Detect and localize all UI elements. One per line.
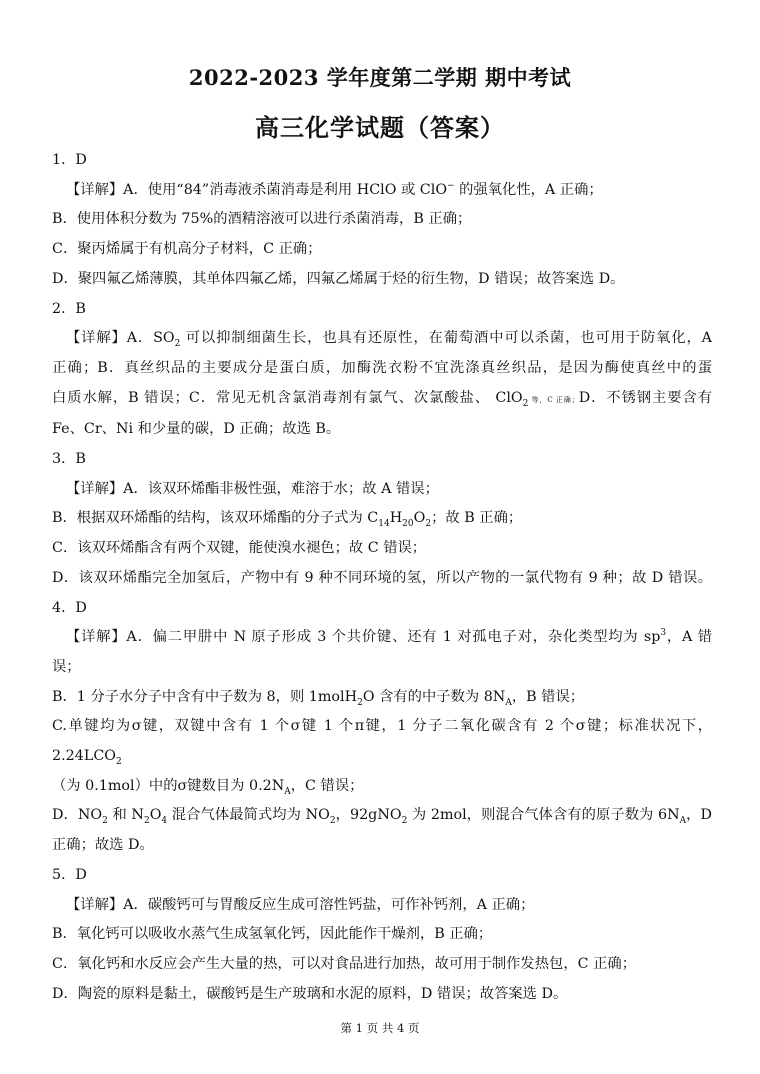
question-4-line-6: D．$NO_2$ 和 $N_2O_4$ 混合气体最简式均为 $NO_2$，92gNO$_2$ 为 2mol，则混合气体含有的原子数为 $6N_A$，D <box>52 807 713 827</box>
question-2-line-3: 白质水解，B 错误；C．常见无机含氯消毒剂有氯气、次氯酸盐、 ClO$_2$ 等，C 正确；D．不锈钢主要含有 <box>52 389 712 409</box>
exam-title: 2022-2023 学年度第二学期 期中考试 <box>188 65 572 90</box>
question-1-line-4: D．聚四氟乙烯薄膜，其单体四氟乙烯，四氟乙烯属于烃的衍生物，D 错误；故答案选 D。 <box>52 270 625 287</box>
question-4-label: 4．D <box>52 599 87 616</box>
question-4-line-3: B．1 分子水分子中含有中子数为 8，则 1molH$_2$O 含有的中子数为 $8N_A$，B 错误； <box>52 688 585 708</box>
question-2-line-1: 【详解】A．$SO_2$ 可以抑制细菌生长，也具有还原性，在葡萄酒中可以杀菌，也可用于防氧化，A <box>66 330 712 350</box>
question-2-label: 2．B <box>52 300 86 317</box>
question-5-line-3: C．氧化钙和水反应会产生大量的热，可以对食品进行加热，故可用于制作发热包，C 正确； <box>52 955 636 972</box>
page-footer: 第 1 页 共 4 页 <box>340 1021 420 1035</box>
question-3-line-2: B．根据双环烯酯的结构，该双环烯酯的分子式为 $C_{14}H_{20}O_2$；故 B 正确； <box>52 510 523 530</box>
answer-content <box>52 146 712 1009</box>
question-5-line-4: D．陶瓷的原料是黏土，碳酸钙是生产玻璃和水泥的原料，D 错误；故答案选 D。 <box>52 985 568 1002</box>
exam-subtitle: 高三化学试题（答案） <box>255 113 505 142</box>
question-1-line-3: C．聚丙烯属于有机高分子材料，C 正确； <box>52 241 322 258</box>
question-3-line-4: D．该双环烯酯完全加氢后，产物中有 9 种不同环境的氢，所以产物的一氯代物有 9 种；故 D 错误。 <box>52 569 712 586</box>
question-5-line-1: 【详解】A．碳酸钙可与胃酸反应生成可溶性钙盐，可作补钙剂，A 正确； <box>66 896 535 913</box>
question-3-label: 3．B <box>52 451 86 468</box>
question-5-line-2: B．氧化钙可以吸收水蒸气生成氢氧化钙，因此能作干燥剂，B 正确； <box>52 926 493 943</box>
question-4-line-2: 误； <box>52 658 81 675</box>
question-5-label: 5．D <box>52 866 87 883</box>
question-4-line-1: 【详解】A．偏二甲肼中 N 原子形成 3 个共价键、还有 1 对孤电子对，杂化类型均为 $sp^3$，A 错 <box>66 628 713 646</box>
question-2-line-2: 正确；B．真丝织品的主要成分是蛋白质，加酶洗衣粉不宜洗涤真丝织品，是因为酶使真丝中的蛋 <box>52 359 712 376</box>
question-1-line-2: B．使用体积分数为 75%的酒精溶液可以进行杀菌消毒，B 正确； <box>52 211 472 228</box>
question-4-line-7: 正确；故选 D。 <box>52 837 154 854</box>
question-3-line-1: 【详解】A．该双环烯酯非极性强，难溶于水；故 A 错误； <box>66 480 439 497</box>
question-4-line-4: C.单键均为σ键，双键中含有 1 个σ键 1 个π键，1 分子二氧化碳含有 2 个σ键；标准状况下，$2.24LCO_2$ <box>52 718 712 767</box>
question-3-line-3: C．该双环烯酯含有两个双键，能使溴水褪色；故 C 错误； <box>52 540 427 557</box>
question-2-line-4: Fe、Cr、Ni 和少量的碳，D 正确；故选 B。 <box>52 421 341 438</box>
question-4-line-5: （为 0.1mol）中的σ键数目为 $0.2N_A$，C 错误； <box>52 777 364 797</box>
question-1-label: 1．D <box>52 152 87 168</box>
question-1-line-1: 【详解】A．使用“84”消毒液杀菌消毒是利用 HClO 或 ClO− 的强氧化性，A 正确； <box>66 180 603 198</box>
